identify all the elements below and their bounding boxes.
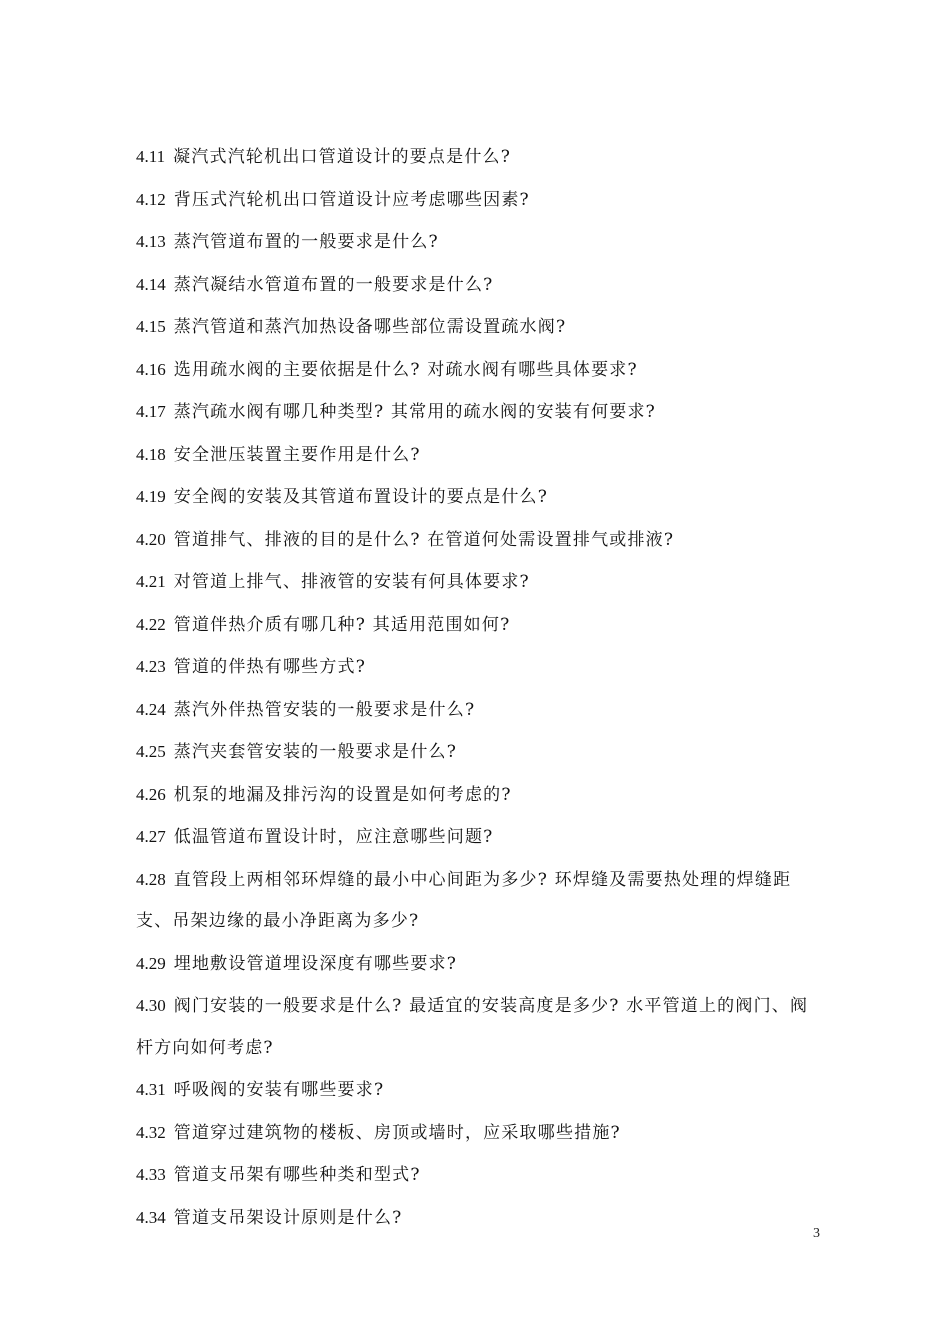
question-item — [136, 943, 826, 986]
question-list — [136, 136, 826, 1239]
question-text: 管道排气、排液的目的是什么? 在管道何处需设置排气或排液? — [173, 529, 675, 550]
question-number: 4.13 — [136, 232, 166, 251]
question-text: 蒸汽外伴热管安装的一般要求是什么? — [173, 699, 476, 720]
question-number: 4.15 — [136, 317, 166, 336]
question-number: 4.23 — [136, 657, 166, 676]
question-text: 机泵的地漏及排污沟的设置是如何考虑的? — [173, 784, 512, 805]
question-number: 4.25 — [136, 742, 166, 761]
question-number: 4.18 — [136, 444, 166, 464]
question-number: 4.20 — [136, 529, 166, 549]
question-text: 呼吸阀的安装有哪些要求? — [173, 1080, 385, 1100]
question-number: 4.14 — [136, 274, 166, 294]
question-text: 管道的伴热有哪些方式? — [173, 657, 367, 677]
question-item — [136, 306, 826, 349]
question-item — [136, 816, 826, 859]
question-item — [136, 391, 826, 434]
question-number: 4.16 — [136, 359, 166, 379]
question-text: 对管道上排气、排液管的安装有何具体要求? — [173, 572, 530, 592]
question-number: 4.31 — [136, 1080, 166, 1099]
question-text: 背压式汽轮机出口管道设计应考虑哪些因素? — [173, 189, 530, 210]
question-number: 4.19 — [136, 487, 166, 506]
question-item — [136, 476, 826, 519]
question-text: 管道穿过建筑物的楼板、房顶或墙时，应采取哪些措施? — [173, 1122, 621, 1143]
question-text: 低温管道布置设计时，应注意哪些问题? — [173, 827, 494, 847]
question-number: 4.11 — [136, 147, 166, 166]
question-item — [136, 561, 826, 604]
question-text: 蒸汽疏水阀有哪几种类型? 其常用的疏水阀的安装有何要求? — [173, 402, 656, 422]
question-text: 选用疏水阀的主要依据是什么? 对疏水阀有哪些具体要求? — [173, 359, 638, 380]
question-text: 蒸汽管道和蒸汽加热设备哪些部位需设置疏水阀? — [173, 317, 567, 337]
question-number: 4.26 — [136, 784, 166, 804]
page-number: 3 — [813, 1226, 820, 1241]
question-text: 管道支吊架设计原则是什么? — [173, 1207, 403, 1228]
question-item — [136, 1197, 826, 1240]
question-item — [136, 774, 826, 817]
question-item — [136, 1069, 826, 1112]
question-number: 4.22 — [136, 614, 166, 634]
question-item — [136, 1112, 826, 1155]
question-text: 蒸汽夹套管安装的一般要求是什么? — [173, 742, 458, 762]
question-number: 4.17 — [136, 402, 166, 421]
question-item — [136, 859, 826, 943]
question-number: 4.29 — [136, 953, 166, 973]
question-text: 凝汽式汽轮机出口管道设计的要点是什么? — [173, 147, 512, 167]
question-item — [136, 519, 826, 562]
question-number: 4.32 — [136, 1122, 166, 1142]
question-number: 4.34 — [136, 1207, 166, 1227]
question-number: 4.21 — [136, 572, 166, 591]
question-number: 4.33 — [136, 1165, 166, 1184]
question-number: 4.27 — [136, 827, 166, 846]
question-item — [136, 136, 826, 179]
question-item — [136, 221, 826, 264]
question-text: 管道支吊架有哪些种类和型式? — [173, 1165, 421, 1185]
question-item — [136, 985, 826, 1069]
question-item — [136, 1154, 826, 1197]
question-number: 4.12 — [136, 189, 166, 209]
question-item — [136, 264, 826, 307]
question-text: 直管段上两相邻环焊缝的最小中心间距为多少? 环焊缝及需要热处理的焊缝距支、吊架边缘的最小净距离为多少? — [136, 869, 792, 931]
question-item — [136, 646, 826, 689]
question-text: 蒸汽凝结水管道布置的一般要求是什么? — [173, 274, 494, 295]
question-item — [136, 689, 826, 732]
question-item — [136, 731, 826, 774]
question-item — [136, 349, 826, 392]
question-text: 安全阀的安装及其管道布置设计的要点是什么? — [173, 487, 549, 507]
question-item — [136, 434, 826, 477]
question-text: 安全泄压装置主要作用是什么? — [173, 444, 421, 465]
question-number: 4.24 — [136, 699, 166, 719]
question-item — [136, 604, 826, 647]
question-number: 4.30 — [136, 996, 166, 1015]
question-item — [136, 179, 826, 222]
question-text: 阀门安装的一般要求是什么? 最适宜的安装高度是多少? 水平管道上的阀门、阀杆方向如何考虑? — [136, 996, 809, 1058]
question-text: 蒸汽管道布置的一般要求是什么? — [173, 232, 439, 252]
question-text: 埋地敷设管道埋设深度有哪些要求? — [173, 953, 458, 974]
question-text: 管道伴热介质有哪几种? 其适用范围如何? — [173, 614, 511, 635]
question-number: 4.28 — [136, 869, 166, 889]
